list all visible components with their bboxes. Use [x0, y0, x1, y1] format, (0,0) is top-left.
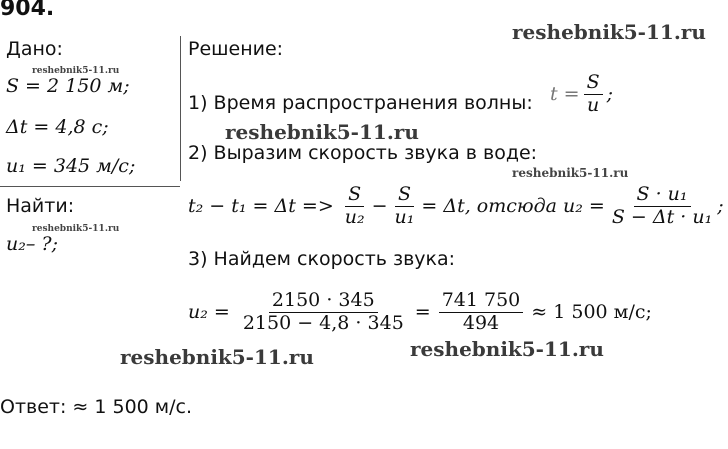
watermark: reshebnik5-11.ru [512, 20, 706, 44]
watermark: reshebnik5-11.ru [225, 120, 419, 144]
step2-middle: = Δt, отсюда u₂ = [421, 195, 605, 217]
step1-text: 1) Время распространения волны: [188, 92, 533, 114]
step3-equals: = [414, 301, 431, 323]
fraction-denominator: 494 [462, 311, 500, 334]
fraction-numerator: S [584, 72, 603, 95]
step2-fraction-3 [609, 184, 715, 229]
step2-minus: − [371, 195, 388, 217]
step1-fraction [584, 72, 603, 117]
watermark: reshebnik5-11.ru [512, 166, 629, 180]
step2-fraction-1 [342, 184, 368, 229]
step3-result: ≈ 1 500 м/с; [531, 301, 652, 323]
watermark: reshebnik5-11.ru [32, 224, 120, 234]
step3-fraction-1 [240, 290, 407, 335]
fraction-denominator: u [587, 93, 600, 116]
watermark: reshebnik5-11.ru [32, 66, 120, 76]
step2-fraction-2 [392, 184, 418, 229]
find-unknown: u₂– ?; [6, 233, 58, 255]
fraction-denominator: 2150 − 4,8 · 345 [242, 311, 404, 334]
step1-lhs: t = [550, 83, 580, 106]
fraction-numerator: S [395, 184, 414, 207]
step3-text: 3) Найдем скорость звука: [188, 248, 456, 270]
watermark: reshebnik5-11.ru [410, 337, 604, 361]
step2-end: ; [717, 195, 724, 217]
given-speed-air: u₁ = 345 м/с; [6, 155, 136, 177]
step2-lhs: t₂ − t₁ = Δt => [188, 195, 334, 217]
watermark: reshebnik5-11.ru [120, 345, 314, 369]
step1-end: ; [606, 83, 614, 106]
step3-lhs: u₂ = [188, 301, 230, 323]
given-header: Дано: [6, 38, 63, 60]
fraction-denominator: S − Δt · u₁ [611, 205, 713, 228]
step2-text: 2) Выразим скорость звука в воде: [188, 142, 538, 164]
given-distance: S = 2 150 м; [6, 75, 130, 97]
step2-formula [188, 178, 724, 234]
column-divider [180, 36, 181, 181]
solution-header: Решение: [188, 38, 284, 60]
step1-formula [550, 72, 613, 117]
given-time-difference: Δt = 4,8 с; [6, 116, 109, 138]
step3-fraction-2 [439, 290, 524, 335]
step3-formula [188, 284, 652, 340]
fraction-numerator: S [345, 184, 364, 207]
problem-number: 904. [0, 0, 55, 21]
given-bottom-rule [0, 186, 180, 187]
fraction-denominator: u₁ [394, 205, 415, 228]
fraction-numerator: 2150 · 345 [269, 290, 378, 313]
fraction-numerator: 741 750 [439, 290, 524, 313]
answer-line: Ответ: ≈ 1 500 м/с. [0, 396, 193, 418]
fraction-numerator: S · u₁ [634, 184, 691, 207]
fraction-denominator: u₂ [344, 205, 365, 228]
find-header: Найти: [6, 195, 75, 217]
